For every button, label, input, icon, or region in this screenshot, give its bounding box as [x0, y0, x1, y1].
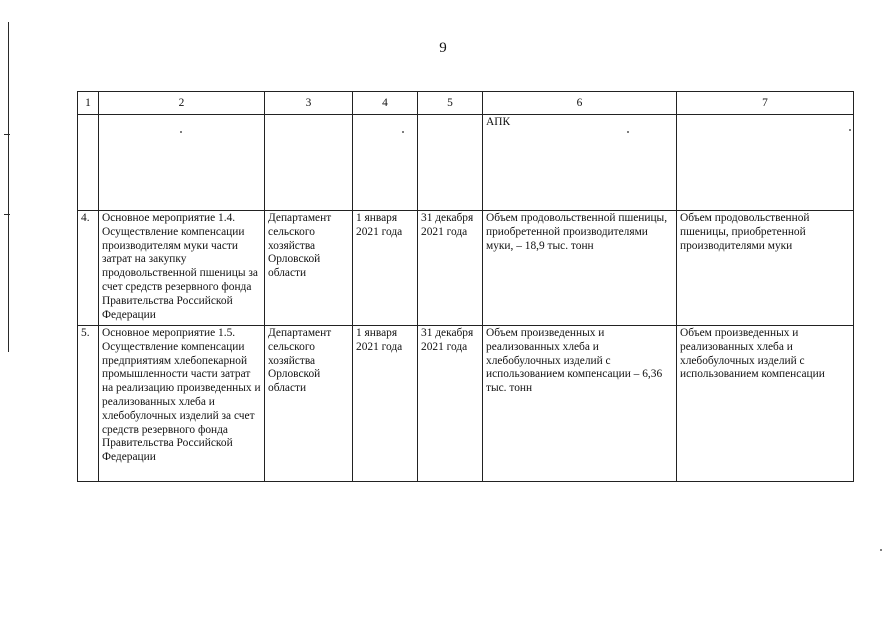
end-date-cell: 31 декабря 2021 года	[418, 211, 483, 326]
scan-speck	[627, 131, 629, 133]
scan-speck	[180, 131, 182, 133]
executor-cell: Департамент сельского хозяйства Орловской области	[265, 211, 353, 326]
measures-table	[77, 91, 854, 482]
result-cell: Объем произведенных и реализованных хлеба и хлебобулочных изделий с использованием компенсации – 6,36 тыс. тонн	[483, 326, 677, 482]
result-cell: Объем продовольственной пшеницы, приобретенной производителями муки, – 18,9 тыс. тонн	[483, 211, 677, 326]
executor-cell: Департамент сельского хозяйства Орловской области	[265, 326, 353, 482]
start-date-cell: 1 января 2021 года	[353, 211, 418, 326]
indicator-cell: Объем продовольственной пшеницы, приобретенной производителями муки	[677, 211, 854, 326]
row-number: 4.	[78, 211, 99, 326]
column-number: 6	[483, 92, 677, 115]
column-number: 7	[677, 92, 854, 115]
indicator-cell: Объем произведенных и реализованных хлеба и хлебобулочных изделий с использованием компенсации	[677, 326, 854, 482]
scan-speck	[880, 549, 882, 551]
margin-tick	[4, 214, 10, 215]
column-number: 3	[265, 92, 353, 115]
column-number: 5	[418, 92, 483, 115]
column-number: 4	[353, 92, 418, 115]
continuation-row	[78, 115, 854, 211]
start-date-cell: 1 января 2021 года	[353, 326, 418, 482]
scan-speck	[849, 129, 851, 131]
table-row	[78, 211, 854, 326]
column-number: 1	[78, 92, 99, 115]
measure-cell: Основное мероприятие 1.5. Осуществление компенсации предприятиям хлебопекарной промышленности части затрат на реализацию произведенных и реализованных хлеба и хлебобулочных изделий за счет средств резервного фонда Правительства Российской Федерации	[99, 326, 265, 482]
column-number: 2	[99, 92, 265, 115]
table-header-row	[78, 92, 854, 115]
scan-speck	[402, 131, 404, 133]
continuation-text: АПК	[483, 115, 677, 211]
row-number: 5.	[78, 326, 99, 482]
end-date-cell: 31 декабря 2021 года	[418, 326, 483, 482]
left-margin-line	[8, 22, 9, 352]
margin-tick	[4, 134, 10, 135]
measure-cell: Основное мероприятие 1.4. Осуществление компенсации производителям муки части затрат на закупку продовольственной пшеницы за счет средств резервного фонда Правительства Российской Федерации	[99, 211, 265, 326]
page-number: 9	[439, 40, 447, 56]
table-row	[78, 326, 854, 482]
